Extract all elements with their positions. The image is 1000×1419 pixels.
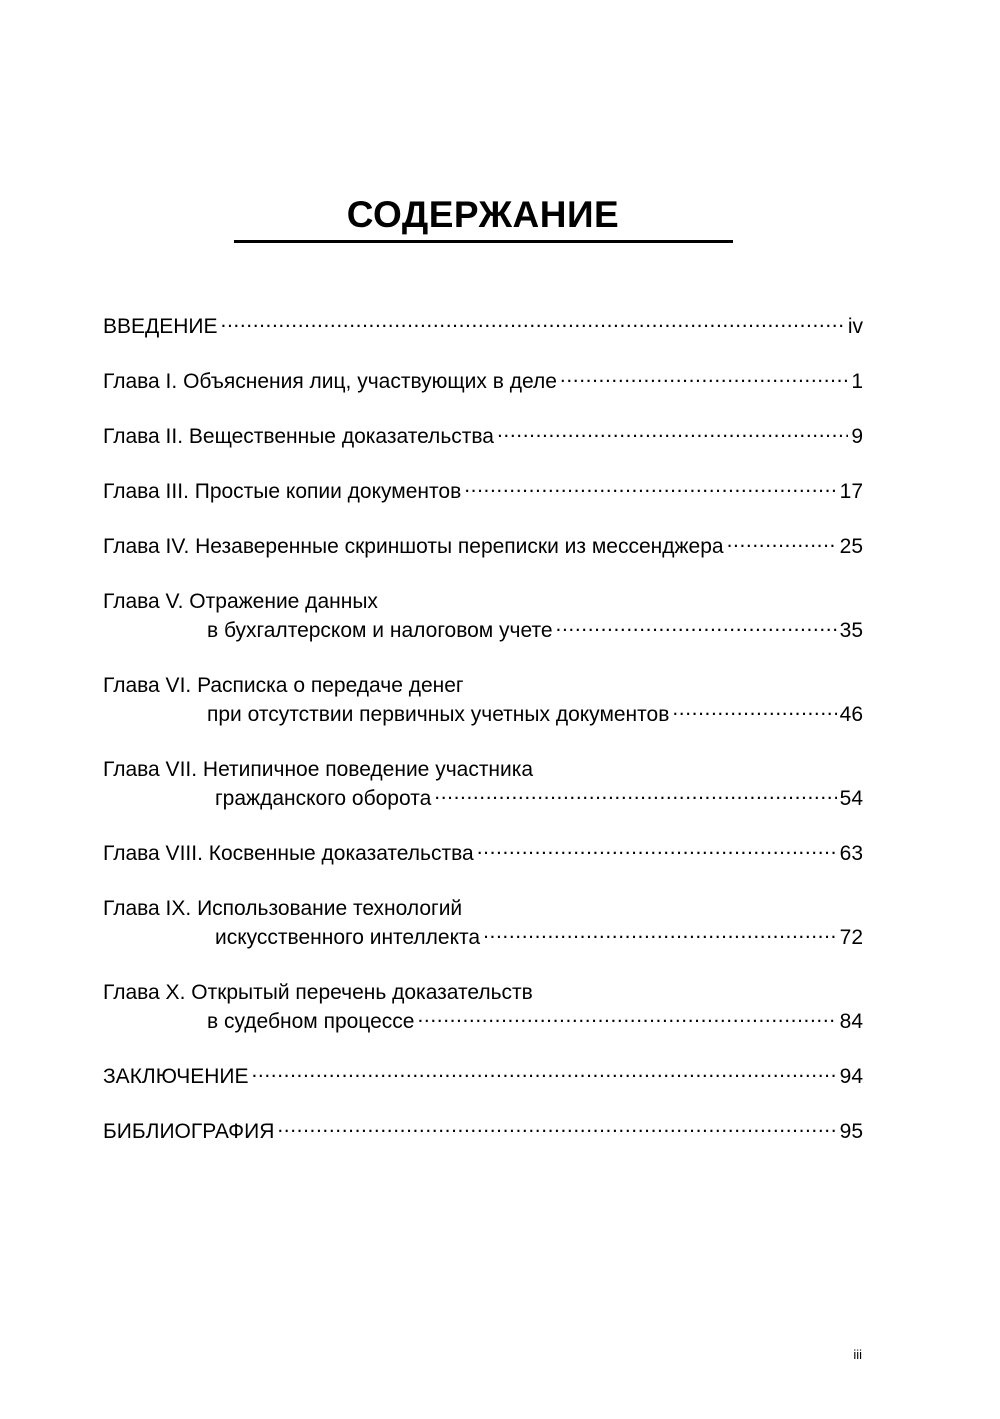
table-of-contents bbox=[103, 312, 863, 1172]
toc-entry-title: Глава VI. Расписка о передаче денег bbox=[103, 674, 464, 697]
toc-entry-chapter-2[interactable] bbox=[103, 422, 863, 451]
toc-entry-subtitle: гражданского оборота bbox=[215, 787, 432, 810]
toc-entry-chapter-8[interactable] bbox=[103, 839, 863, 868]
dot-leader bbox=[483, 923, 837, 944]
dot-leader bbox=[727, 532, 837, 553]
dot-leader bbox=[434, 784, 836, 805]
dot-leader bbox=[477, 839, 837, 860]
toc-entry-title: ВВЕДЕНИЕ bbox=[103, 315, 218, 338]
toc-entry-chapter-10[interactable] bbox=[103, 978, 863, 1036]
toc-entry-title: Глава VIII. Косвенные доказательства bbox=[103, 842, 474, 865]
toc-page-number: iv bbox=[847, 315, 863, 338]
toc-page-number: 95 bbox=[839, 1120, 863, 1143]
toc-page-number: 94 bbox=[839, 1065, 863, 1088]
toc-page-number: 84 bbox=[839, 1010, 863, 1033]
toc-page-number: 9 bbox=[851, 425, 863, 448]
toc-page-number: 72 bbox=[839, 926, 863, 949]
toc-entry-title: Глава X. Открытый перечень доказательств bbox=[103, 981, 533, 1004]
dot-leader bbox=[221, 312, 845, 333]
toc-entry-subtitle: при отсутствии первичных учетных документов bbox=[207, 703, 670, 726]
dot-leader bbox=[277, 1117, 836, 1138]
toc-page-number: 54 bbox=[839, 787, 863, 810]
toc-entry-title: Глава II. Вещественные доказательства bbox=[103, 425, 494, 448]
toc-entry-subtitle: в бухгалтерском и налоговом учете bbox=[207, 619, 553, 642]
dot-leader bbox=[556, 616, 837, 637]
toc-entry-introduction[interactable] bbox=[103, 312, 863, 341]
toc-entry-chapter-6[interactable] bbox=[103, 671, 863, 729]
toc-entry-chapter-4[interactable] bbox=[103, 532, 863, 561]
toc-entry-title: Глава VII. Нетипичное поведение участника bbox=[103, 758, 534, 781]
toc-page-number: 1 bbox=[851, 370, 863, 393]
toc-entry-title: Глава I. Объяснения лиц, участвующих в деле bbox=[103, 370, 557, 393]
toc-entry-title: Глава IV. Незаверенные скриншоты переписки из мессенджера bbox=[103, 535, 724, 558]
dot-leader bbox=[252, 1062, 837, 1083]
toc-entry-subtitle: в судебном процессе bbox=[207, 1010, 415, 1033]
dot-leader bbox=[497, 422, 848, 443]
toc-entry-title: Глава V. Отражение данных bbox=[103, 590, 378, 613]
toc-entry-chapter-1[interactable] bbox=[103, 367, 863, 396]
toc-entry-title: Глава IX. Использование технологий bbox=[103, 897, 463, 920]
toc-page-number: 63 bbox=[839, 842, 863, 865]
dot-leader bbox=[560, 367, 848, 388]
toc-page-number: 25 bbox=[839, 535, 863, 558]
toc-entry-bibliography[interactable] bbox=[103, 1117, 863, 1146]
toc-entry-chapter-7[interactable] bbox=[103, 755, 863, 813]
toc-entry-chapter-5[interactable] bbox=[103, 587, 863, 645]
toc-page-number: 46 bbox=[839, 703, 863, 726]
dot-leader bbox=[672, 700, 836, 721]
dot-leader bbox=[417, 1007, 836, 1028]
toc-entry-chapter-3[interactable] bbox=[103, 477, 863, 506]
toc-page-number: 35 bbox=[839, 619, 863, 642]
dot-leader bbox=[464, 477, 836, 498]
title-underline bbox=[234, 240, 733, 243]
footer-page-number: iii bbox=[853, 1347, 862, 1362]
toc-entry-title: Глава III. Простые копии документов bbox=[103, 480, 462, 503]
toc-entry-conclusion[interactable] bbox=[103, 1062, 863, 1091]
toc-entry-subtitle: искусственного интеллекта bbox=[215, 926, 481, 949]
toc-entry-chapter-9[interactable] bbox=[103, 894, 863, 952]
toc-page-number: 17 bbox=[839, 480, 863, 503]
page-title: СОДЕРЖАНИЕ bbox=[346, 194, 620, 235]
toc-entry-title: ЗАКЛЮЧЕНИЕ bbox=[103, 1065, 249, 1088]
toc-entry-title: БИБЛИОГРАФИЯ bbox=[103, 1120, 275, 1143]
